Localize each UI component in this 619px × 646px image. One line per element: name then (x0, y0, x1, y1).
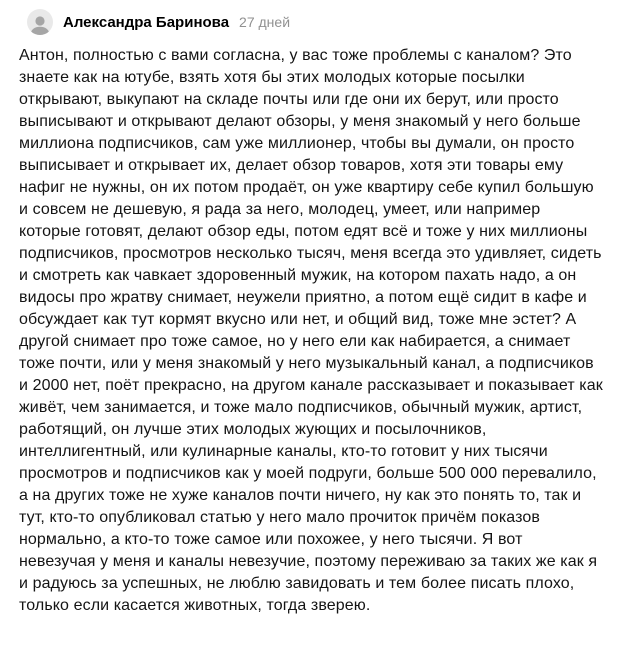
comment-header (0, 9, 619, 35)
comment-text: Антон, полностью с вами согласна, у вас тоже проблемы с каналом? Это знаете как на ютубе, взять хотя бы этих молодых которые посылки открывают, выкупают на складе почты или где они их берут, или просто выписывают и открывают делают обзоры, у меня знакомый у него больше миллиона подписчиков, сам уже миллионер, чтобы вы думали, он просто выписывает и открывает их, делает обзор товаров, хотя эти товары ему нафиг не нужны, он их потом продаёт, он уже квартиру себе купил большую и совсем не дешевую, я рада за него, молодец, умеет, или например которые готовят, делают обзор еды, потом едят всё и тоже у них миллионы подписчиков, просмотров несколько тысяч, меня всегда это удивляет, сидеть и смотреть как чавкает здоровенный мужик, на котором пахать надо, а он видосы про жратву снимает, неужели приятно, а потом ещё сидит в кафе и обсуждает как тут кормят вкусно или нет, и общий вид, тоже мне эстет? А другой снимает про тоже самое, но у него ели как набирается, а снимает тоже почти, или у меня знакомый у него музыкальный канал, а подписчиков и 2000 нет, поёт прекрасно, на другом канале рассказывает и показывает как живёт, чем занимается, и тоже мало подписчиков, обычный мужик, артист, работящий, он лучше этих молодых жующих и посылочников, интеллигентный, или кулинарные каналы, кто-то готовит у них тысячи просмотров и подписчиков как у моей подруги, больше 500 000 перевалило, а на других тоже не хуже каналов почти ничего, ну как это понять то, так и тут, кто-то опубликовал статью у него мало прочиток причём показов нормально, а кто-то тоже самое или похожее, у него тысячи. Я вот невезучая у меня и каналы невезучие, поэтому переживаю за таких же как я и радуюсь за успешных, не люблю завидовать и тем более писать плохо, только если касается животных, тогда зверею. (19, 47, 603, 614)
avatar[interactable] (27, 9, 53, 35)
author-name[interactable]: Александра Баринова (63, 13, 230, 31)
person-icon (27, 11, 53, 35)
comment-timestamp: 27 дней (239, 14, 291, 30)
